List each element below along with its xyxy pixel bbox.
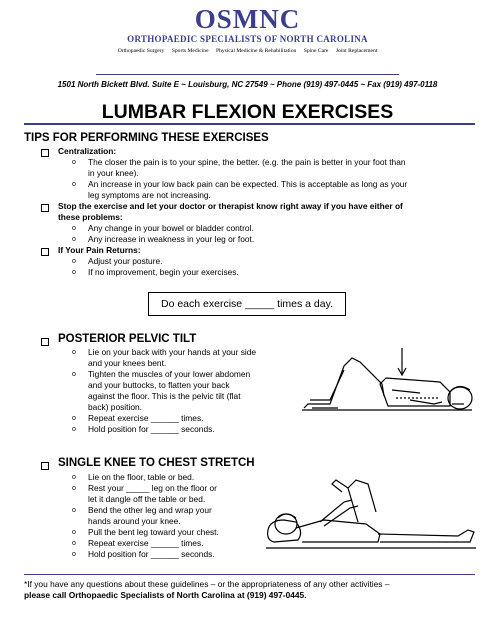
checkbox-icon	[41, 248, 49, 256]
exercise-text: Rest your _____ leg on the floor or	[88, 483, 217, 493]
tip-text: The closer the pain is to your spine, the better. (e.g. the pain is better in your foot than	[88, 157, 406, 167]
tip-text: Any increase in weakness in your leg or foot.	[88, 234, 255, 244]
tip-text: in your knee).	[88, 168, 139, 178]
exercise-heading: SINGLE KNEE TO CHEST STRETCH	[58, 457, 255, 469]
tips-heading: TIPS FOR PERFORMING THESE EXERCISES	[24, 132, 269, 144]
service-item: Joint Replacement	[335, 48, 378, 54]
service-item: Physical Medicine & Rehabilitation	[215, 48, 297, 54]
exercise-text: Pull the bent leg toward your chest.	[88, 527, 219, 537]
exercise-text: let it dangle off the table or bed.	[88, 494, 206, 504]
practice-address: 1501 North Bickett Blvd. Suite E ~ Louisburg, NC 27549 ~ Phone (919) 497-0445 ~ Fax (919) 497-0118	[57, 80, 438, 89]
bullet-icon: o	[72, 551, 76, 558]
footer-rule	[24, 574, 475, 575]
service-item: Sports Medicine	[171, 48, 209, 54]
checkbox-icon	[41, 338, 49, 346]
bullet-icon: o	[72, 181, 76, 188]
footer-contact: please call Orthopaedic Specialists of North Carolina at (919) 497-0445.	[24, 590, 307, 600]
bullet-icon: o	[72, 225, 76, 232]
centralization-label: Centralization:	[58, 146, 117, 156]
exercise-heading: POSTERIOR PELVIC TILT	[58, 333, 197, 345]
exercise-text: Lie on your back with your hands at your side	[88, 347, 257, 357]
footer-note: *If you have any questions about these guidelines – or the appropriateness of any other activities –	[24, 579, 390, 589]
tip-text: If no improvement, begin your exercises.	[88, 267, 239, 277]
stop-label: these problems:	[58, 212, 123, 222]
bullet-icon: o	[72, 474, 76, 481]
bullet-icon: o	[72, 371, 76, 378]
bullet-icon: o	[72, 415, 76, 422]
frequency-box: Do each exercise _____ times a day.	[148, 292, 346, 316]
bullet-icon: o	[72, 349, 76, 356]
checkbox-icon	[41, 462, 49, 470]
checkbox-icon	[41, 149, 49, 157]
exercise-text: Tighten the muscles of your lower abdomen	[88, 369, 251, 379]
service-item: Spine Care	[303, 48, 329, 54]
bullet-icon: o	[72, 159, 76, 166]
exercise-text: Repeat exercise ______ times.	[88, 413, 204, 423]
exercise-text: against the floor. This is the pelvic tilt (flat	[88, 391, 241, 401]
stop-label: Stop the exercise and let your doctor or therapist know right away if you have either of	[58, 201, 403, 211]
bullet-icon: o	[72, 485, 76, 492]
tip-text: An increase in your low back pain can be expected. This is acceptable as long as your	[88, 179, 408, 189]
service-item: Orthopaedic Surgery	[117, 48, 165, 54]
exercise-text: Lie on the floor, table or bed.	[88, 472, 195, 482]
exercise-text: Hold position for ______ seconds.	[88, 424, 215, 434]
logo-mark: OSMNC	[194, 4, 301, 34]
bullet-icon: o	[72, 529, 76, 536]
bullet-icon: o	[72, 507, 76, 514]
title-rule	[24, 123, 475, 125]
checkbox-icon	[41, 204, 49, 212]
pelvic-tilt-illustration	[300, 338, 478, 416]
practice-name: ORTHOPAEDIC SPECIALISTS OF NORTH CAROLINA	[127, 34, 368, 44]
letterhead-logo	[0, 6, 495, 54]
bullet-icon: o	[72, 258, 76, 265]
logo-underline	[96, 74, 399, 75]
tip-text: Any change in your bowel or bladder control.	[88, 223, 254, 233]
exercise-text: Bend the other leg and wrap your	[88, 505, 212, 515]
tip-text: Adjust your posture.	[88, 256, 163, 266]
bullet-icon: o	[72, 269, 76, 276]
bullet-icon: o	[72, 540, 76, 547]
returns-label: If Your Pain Returns:	[58, 245, 141, 255]
exercise-text: and your knees bent.	[88, 358, 167, 368]
bullet-icon: o	[72, 236, 76, 243]
exercise-text: Hold position for ______ seconds.	[88, 549, 215, 559]
page-title: LUMBAR FLEXION EXERCISES	[101, 101, 394, 123]
services-line	[0, 48, 495, 54]
bullet-icon: o	[72, 426, 76, 433]
exercise-text: and your buttocks, to flatten your back	[88, 380, 230, 390]
knee-to-chest-illustration	[262, 472, 480, 554]
exercise-text: Repeat exercise ______ times.	[88, 538, 204, 548]
exercise-text: back) position.	[88, 402, 142, 412]
tip-text: leg symptoms are not increasing.	[88, 190, 211, 200]
exercise-text: hands around your knee.	[88, 516, 181, 526]
